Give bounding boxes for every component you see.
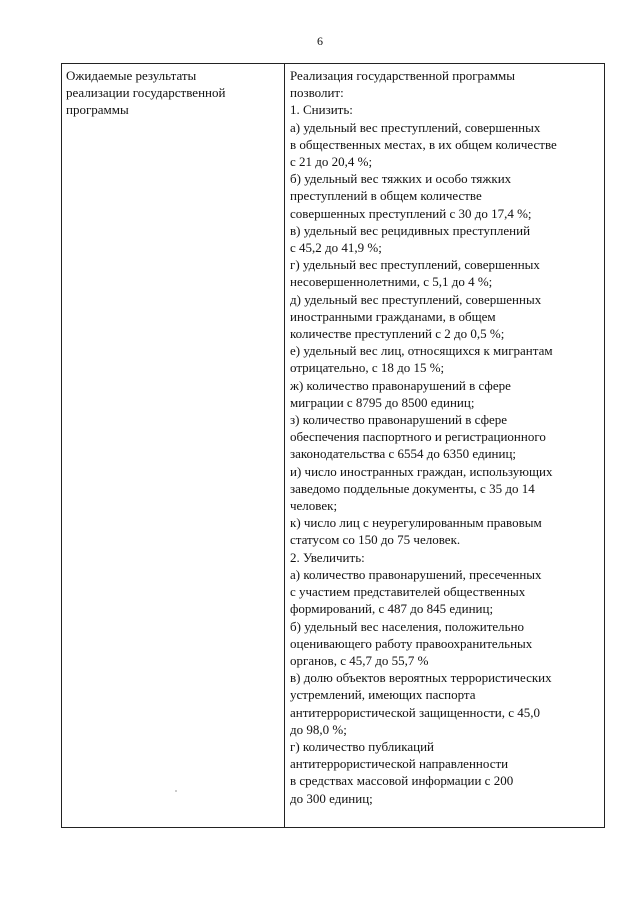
content-line: заведомо поддельные документы, с 35 до 14 — [290, 480, 535, 496]
content-line: миграции с 8795 до 8500 единиц; — [290, 394, 475, 410]
content-line: д) удельный вес преступлений, совершенных — [290, 291, 542, 307]
content-line: формирований, с 487 до 845 единиц; — [290, 601, 494, 617]
content-line: с 45,2 до 41,9 %; — [290, 240, 382, 256]
content-line: обеспечения паспортного и регистрационного — [290, 429, 546, 445]
content-line: в) долю объектов вероятных террористических — [290, 670, 552, 686]
content-line: и) число иностранных граждан, использующих — [290, 463, 553, 479]
table-content-cell — [290, 67, 602, 807]
content-line: несовершеннолетними, с 5,1 до 4 %; — [290, 274, 493, 290]
content-line: з) количество правонарушений в сфере — [290, 412, 508, 428]
content-line: устремлений, имеющих паспорта — [290, 687, 476, 703]
content-line: до 300 единиц; — [290, 790, 373, 806]
label-line: программы — [66, 102, 129, 118]
content-line: законодательства с 6554 до 6350 единиц; — [290, 446, 517, 462]
content-line: а) удельный вес преступлений, совершенных — [290, 119, 541, 135]
content-line: статусом со 150 до 75 человек. — [290, 532, 461, 548]
content-line: е) удельный вес лиц, относящихся к мигрантам — [290, 343, 553, 359]
table-label-cell — [66, 67, 278, 119]
label-line: реализации государственной — [66, 85, 226, 101]
content-line: к) число лиц с неурегулированным правовым — [290, 515, 542, 531]
content-line: г) количество публикаций — [290, 738, 435, 754]
content-line: 2. Увеличить: — [290, 549, 365, 565]
content-line: в общественных местах, в их общем количестве — [290, 136, 557, 152]
content-line: в средствах массовой информации с 200 — [290, 773, 514, 789]
content-line: иностранными гражданами, в общем — [290, 308, 496, 324]
content-line: антитеррористической направленности — [290, 756, 509, 772]
content-line: 1. Снизить: — [290, 102, 353, 118]
content-line: а) количество правонарушений, пресеченных — [290, 566, 542, 582]
column-divider — [284, 64, 285, 827]
content-line: позволит: — [290, 85, 344, 101]
content-line: б) удельный вес тяжких и особо тяжких — [290, 171, 512, 187]
page-number: 6 — [317, 34, 323, 48]
content-line: с 21 до 20,4 %; — [290, 154, 373, 170]
content-line: органов, с 45,7 до 55,7 % — [290, 652, 429, 668]
content-line: преступлений в общем количестве — [290, 188, 482, 204]
content-line: Реализация государственной программы — [290, 68, 516, 83]
content-line: г) удельный вес преступлений, совершенных — [290, 257, 540, 273]
content-line: человек; — [290, 498, 338, 514]
scan-speck — [175, 790, 177, 792]
results-table — [61, 63, 605, 828]
content-line: ж) количество правонарушений в сфере — [290, 377, 511, 393]
content-line: с участием представителей общественных — [290, 584, 526, 600]
content-line: в) удельный вес рецидивных преступлений — [290, 222, 531, 238]
content-line: антитеррористической защищенности, с 45,0 — [290, 704, 541, 720]
content-line: оценивающего работу правоохранительных — [290, 635, 533, 651]
content-line: до 98,0 %; — [290, 721, 347, 737]
content-line: б) удельный вес населения, положительно — [290, 618, 525, 634]
content-line: совершенных преступлений с 30 до 17,4 %; — [290, 205, 532, 221]
content-line: количестве преступлений с 2 до 0,5 %; — [290, 326, 505, 342]
content-line: отрицательно, с 18 до 15 %; — [290, 360, 445, 376]
label-line: Ожидаемые результаты — [66, 68, 197, 83]
